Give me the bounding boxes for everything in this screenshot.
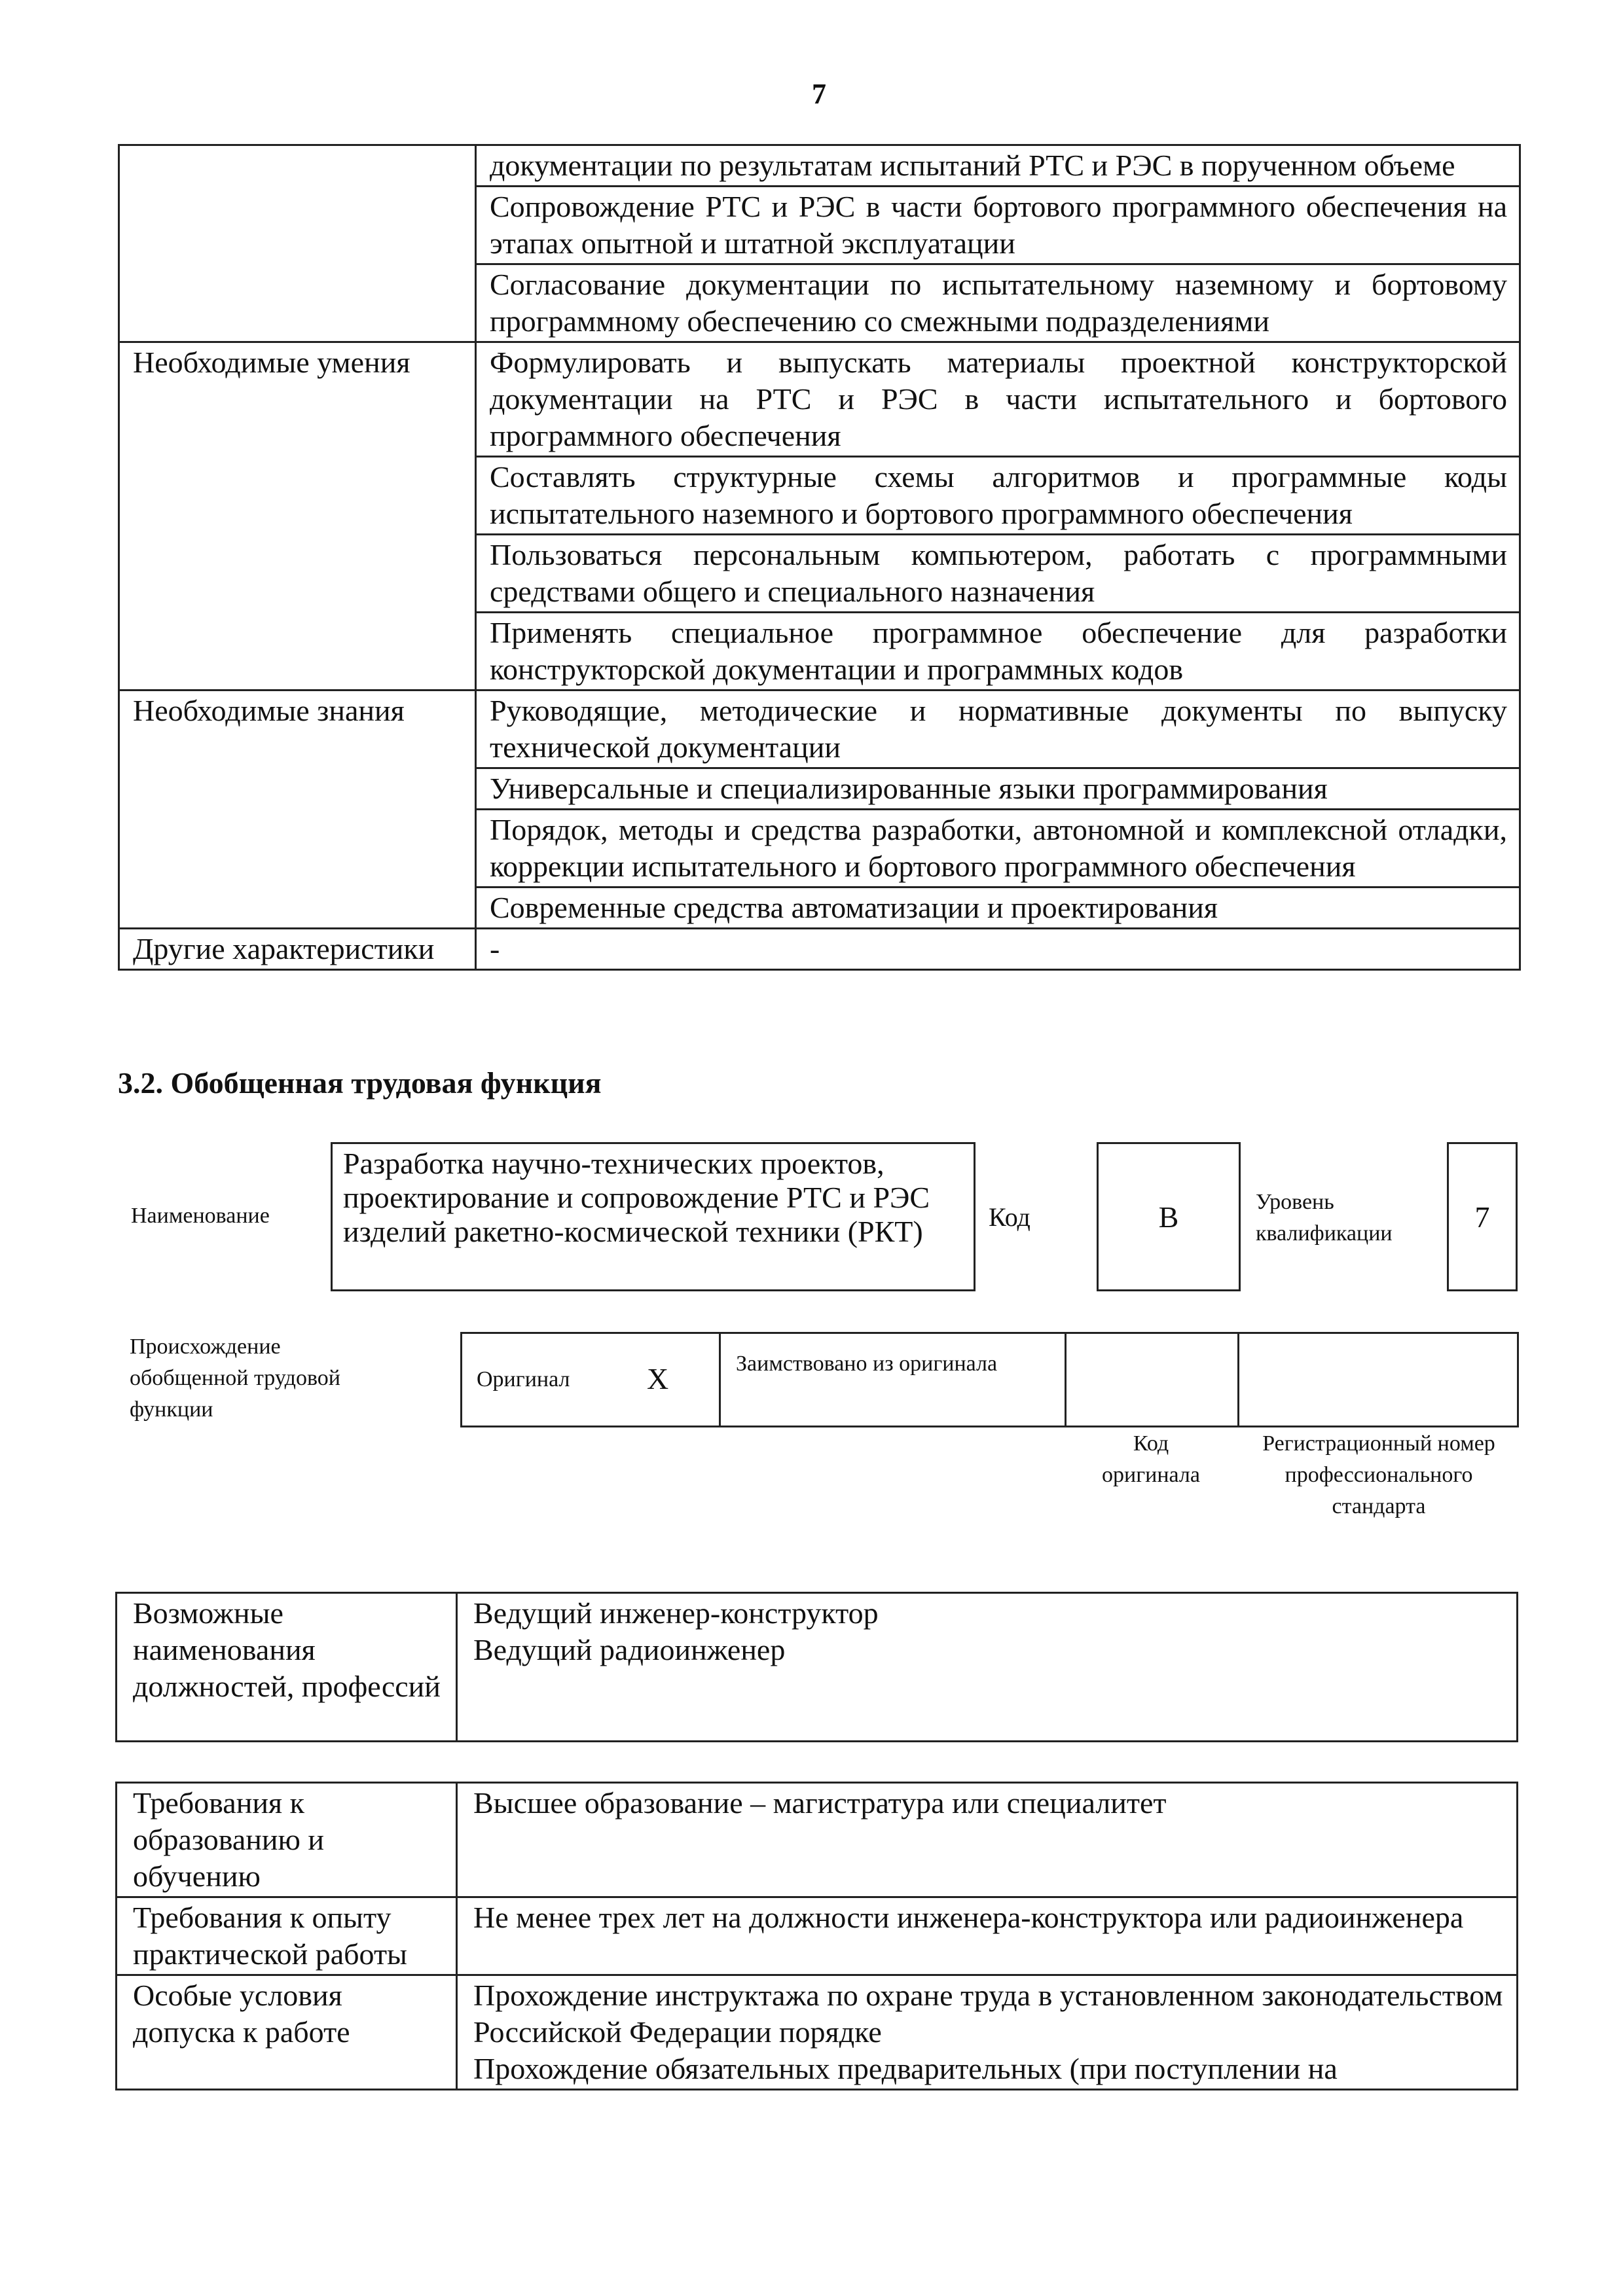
row-value: Согласование документации по испытательному наземному и бортовому программному обеспечению со смежными подразделениями [476,264,1520,342]
row-value: Порядок, методы и средства разработки, автономной и комплексной отладки, коррекции испытательного и бортового программного обеспечения [476,810,1520,888]
row-value: - [476,929,1520,970]
name-label: Наименование [131,1204,270,1228]
row-value: Составлять структурные схемы алгоритмов и программные коды испытательного наземного и бортового программного обеспечения [476,457,1520,535]
table-row [119,929,1520,970]
table-row [117,1593,1518,1742]
row-label-skills: Необходимые умения [119,342,476,691]
original-label: Оригинал [477,1367,570,1391]
list-item: Ведущий инженер-конструктор [473,1596,879,1630]
borrowed-label: Заимствовано из оригинала [736,1352,998,1376]
work-function-table [118,144,1521,971]
code-label: Код [989,1202,1030,1232]
row-value: Формулировать и выпускать материалы проектной конструкторской документации на РТС и РЭС в части испытательного и бортового программного обеспечения [476,342,1520,457]
requirement-value: Прохождение инструктажа по охране труда в установленном законодательством Российской Федерации порядке Прохождение обязательных предварительных (при поступлении на [457,1975,1518,2090]
origin-label: Происхождение обобщенной трудовой функции [130,1335,340,1422]
row-value: Сопровождение РТС и РЭС в части бортового программного обеспечения на этапах опытной и штатной эксплуатации [476,187,1520,264]
row-value: Применять специальное программное обеспечение для разработки конструкторской документации и программных кодов [476,613,1520,691]
list-item: Ведущий радиоинженер [473,1633,786,1666]
name-value-box: Разработка научно-технических проектов, проектирование и сопровождение РТС и РЭС изделий ракетно-космической техники (РКТ) [331,1142,976,1291]
code-caption: Код оригинала [1102,1431,1200,1487]
row-value: Универсальные и специализированные языки программирования [476,768,1520,810]
origin-box [460,1332,1519,1427]
requirements-table [115,1782,1518,2090]
code-value-box: B [1097,1142,1241,1291]
row-value: документации по результатам испытаний РТС и РЭС в порученном объеме [476,145,1520,187]
divider [1065,1334,1067,1426]
divider [719,1334,721,1426]
table-row [119,691,1520,768]
level-label: Уровень квалификации [1256,1190,1393,1246]
table-row [119,342,1520,457]
requirement-label: Требования к опыту практической работы [117,1897,457,1975]
row-value: Пользоваться персональным компьютером, работать с программными средствами общего и специального назначения [476,535,1520,613]
positions-label: Возможные наименования должностей, профессий [117,1593,457,1742]
row-label-knowledge: Необходимые знания [119,691,476,929]
requirement-label: Требования к образованию и обучению [117,1783,457,1897]
page-number: 7 [812,78,826,110]
requirement-label: Особые условия допуска к работе [117,1975,457,2090]
row-value: Современные средства автоматизации и проектирования [476,888,1520,929]
table-row [117,1897,1518,1975]
table-row [119,145,1520,187]
row-label-other: Другие характеристики [119,929,476,970]
positions-values [457,1593,1518,1742]
row-label [119,145,476,342]
table-row [117,1975,1518,2090]
divider [1237,1334,1239,1426]
original-mark: X [647,1362,669,1395]
row-value: Руководящие, методические и нормативные документы по выпуску технической документации [476,691,1520,768]
requirement-value: Высшее образование – магистратура или специалитет [457,1783,1518,1897]
section-title: 3.2. Обобщенная трудовая функция [118,1066,602,1100]
level-value-box: 7 [1447,1142,1518,1291]
requirement-value: Не менее трех лет на должности инженера-конструктора или радиоинженера [457,1897,1518,1975]
positions-table [115,1592,1518,1742]
table-row [117,1783,1518,1897]
reg-caption: Регистрационный номер профессионального стандарта [1262,1431,1495,1518]
